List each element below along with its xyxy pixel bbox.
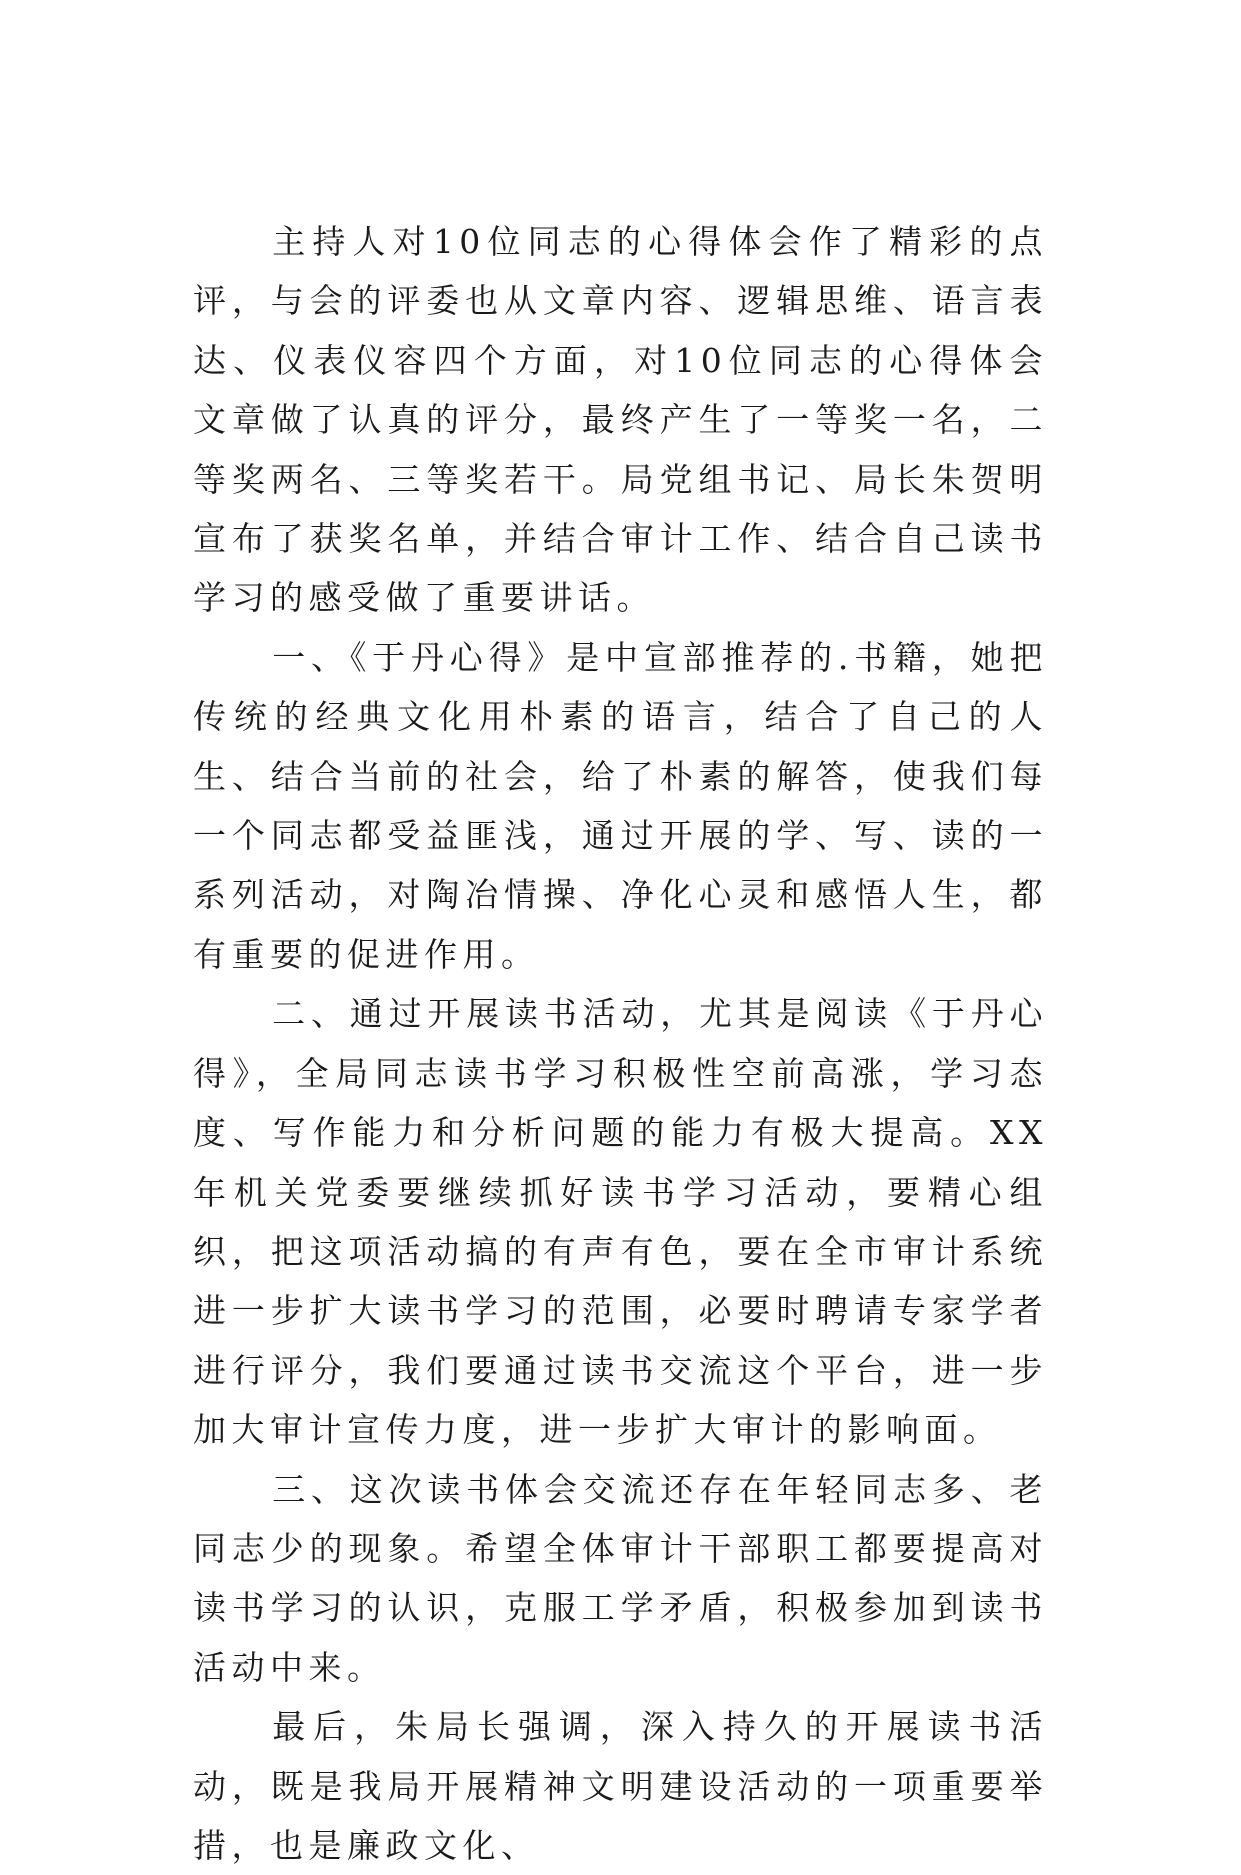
document-body (193, 212, 1048, 1875)
paragraph-point-three: 三、这次读书体会交流还存在年轻同志多、老同志少的现象。希望全体审计干部职工都要提高对读书学习的认识，克服工学矛盾，积极参加到读书活动中来。 (193, 1469, 1048, 1687)
paragraph-conclusion: 最后，朱局长强调，深入持久的开展读书活动，既是我局开展精神文明建设活动的一项重要举措，也是廉政文化、 (193, 1707, 1048, 1865)
paragraph-award-summary: 主持人对10位同志的心得体会作了精彩的点评，与会的评委也从文章内容、逻辑思维、语言表达、仪表仪容四个方面，对10位同志的心得体会文章做了认真的评分，最终产生了一等奖一名，二等奖两名、三等奖若干。局党组书记、局长朱贺明宣布了获奖名单，并结合审计工作、结合自己读书学习的感受做了重要讲话。 (193, 222, 1048, 618)
paragraph-point-two: 二、通过开展读书活动，尤其是阅读《于丹心得》，全局同志读书学习积极性空前高涨，学习态度、写作能力和分析问题的能力有极大提高。XX年机关党委要继续抓好读书学习活动，要精心组织，把这项活动搞的有声有色，要在全市审计系统进一步扩大读书学习的范围，必要时聘请专家学者进行评分，我们要通过读书交流这个平台，进一步加大审计宣传力度，进一步扩大审计的影响面。 (193, 994, 1048, 1450)
paragraph-point-one: 一、《于丹心得》是中宣部推荐的.书籍，她把传统的经典文化用朴素的语言，结合了自己的人生、结合当前的社会，给了朴素的解答，使我们每一个同志都受益匪浅，通过开展的学、写、读的一系列活动，对陶冶情操、净化心灵和感悟人生，都有重要的促进作用。 (193, 637, 1048, 974)
